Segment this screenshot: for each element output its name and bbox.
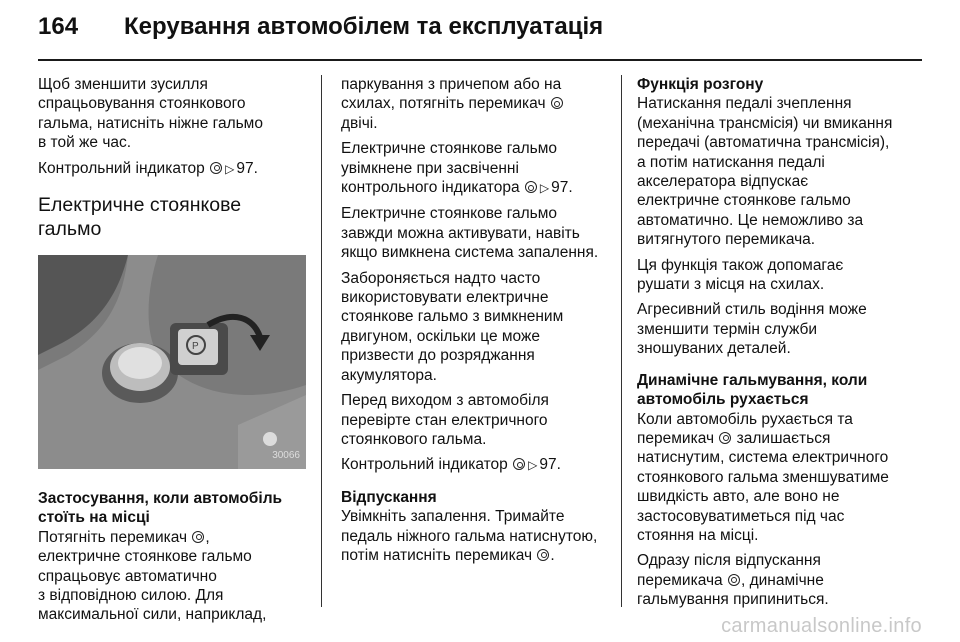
- svg-text:P: P: [192, 341, 199, 353]
- figure-code: 30066: [272, 449, 300, 461]
- page-number: 164: [38, 13, 79, 40]
- header-rule: [38, 59, 922, 61]
- parking-brake-indicator-icon: [513, 458, 525, 470]
- page-reference-arrow-icon: ▷: [225, 161, 235, 176]
- switch-drawing: [38, 255, 306, 469]
- paragraph: Ця функція також допомагає рушати з місця на схилах.: [637, 256, 844, 294]
- paragraph-text: паркування з причепом або на схилах, потягніть перемикач: [341, 76, 562, 113]
- page-reference-arrow-icon: ▷: [539, 181, 550, 196]
- paragraph-text: двічі.: [341, 114, 378, 132]
- column-1: [38, 75, 306, 631]
- parking-brake-switch-illustration: [38, 255, 306, 469]
- paragraph-text: залишається натиснутим, система електричного стоянкового гальма зменшуватиме швидкість авто, але воно не застосовуватиметься під час стояння на місці.: [637, 429, 889, 544]
- parking-brake-switch-icon: [719, 432, 731, 444]
- paragraph-text: .: [550, 546, 555, 564]
- paragraph-text: Контрольний індикатор: [38, 159, 210, 177]
- section-title: Електричне стоянкове гальмо: [38, 194, 242, 241]
- paragraph: [637, 410, 919, 546]
- paragraph: [341, 455, 606, 475]
- paragraph-text: , динамічне гальмування припиниться.: [637, 571, 829, 609]
- paragraph: [341, 75, 606, 133]
- column-2: [341, 75, 606, 571]
- subheading: Відпускання: [341, 488, 437, 506]
- column-divider: [321, 75, 322, 607]
- paragraph: Перед виходом з автомобіля перевірте стан електричного стоянкового гальма.: [341, 392, 549, 448]
- page-reference: 97.: [236, 159, 258, 177]
- site-watermark: carmanualsonline.info: [721, 615, 922, 637]
- paragraph: Агресивний стиль водіння може зменшити термін служби зношуваних деталей.: [637, 301, 867, 358]
- paragraph: [341, 507, 606, 565]
- paragraph: Натискання педалі зчеплення (механічна трансмісія) чи вмикання передачі (автоматична трансмісія), а потім натискання педалі акселератора відпускає електричне стоянкове гальмо автоматично. Це неможливо за витягнутого перемикача.: [637, 95, 893, 249]
- page-header: [0, 0, 960, 60]
- page-reference-arrow-icon: ▷: [528, 458, 538, 473]
- paragraph: Електричне стоянкове гальмо завжди можна активувати, навіть якщо вимкнена система запалення.: [341, 205, 599, 262]
- column-divider: [621, 75, 622, 607]
- subheading: Функція розгону: [637, 76, 764, 93]
- chapter-title: Керування автомобілем та експлуатація: [124, 13, 604, 40]
- paragraph: [341, 139, 606, 198]
- parking-brake-switch-icon: [537, 549, 549, 561]
- parking-brake-indicator-icon: [210, 162, 222, 174]
- paragraph-text: , електричне стоянкове гальмо спрацьовує автоматично з відповідною силою. Для максимальної сили, наприклад,: [38, 528, 267, 624]
- paragraph: [38, 528, 306, 625]
- page-reference: 97.: [551, 179, 573, 197]
- paragraph-text: Коли автомобіль рухається та перемикач: [637, 410, 853, 447]
- paragraph-text: Контрольний індикатор: [341, 456, 513, 474]
- paragraph-text: Електричне стоянкове гальмо увімкнене при засвіченні контрольного індикатора: [341, 140, 558, 197]
- subheading: Динамічне гальмування, коли автомобіль рухається: [637, 371, 868, 409]
- paragraph-text: Потягніть перемикач: [38, 528, 192, 546]
- parking-brake-switch-icon: [551, 97, 563, 109]
- page-reference: 97.: [539, 456, 561, 474]
- paragraph: [637, 551, 919, 609]
- parking-brake-switch-icon: [728, 574, 740, 586]
- parking-brake-switch-icon: [192, 531, 204, 543]
- column-3: [637, 75, 919, 616]
- parking-brake-indicator-icon: [525, 181, 537, 193]
- paragraph-text: Одразу після відпускання перемикача: [637, 552, 821, 589]
- paragraph: Щоб зменшити зусилля спрацьовування стоянкового гальма, натисніть ніжне гальмо в той же час.: [38, 76, 263, 152]
- subheading: Застосування, коли автомобіль стоїть на місці: [38, 490, 283, 527]
- paragraph-text: Увімкніть запалення. Тримайте педаль ніжного гальма натиснутою, потім натисніть перемикач: [341, 508, 598, 564]
- paragraph: Забороняється надто часто використовувати електричне стоянкове гальмо з вимкненим двигуном, оскільки це може призвести до розряджання акумулятора.: [341, 269, 564, 384]
- paragraph: [38, 159, 306, 179]
